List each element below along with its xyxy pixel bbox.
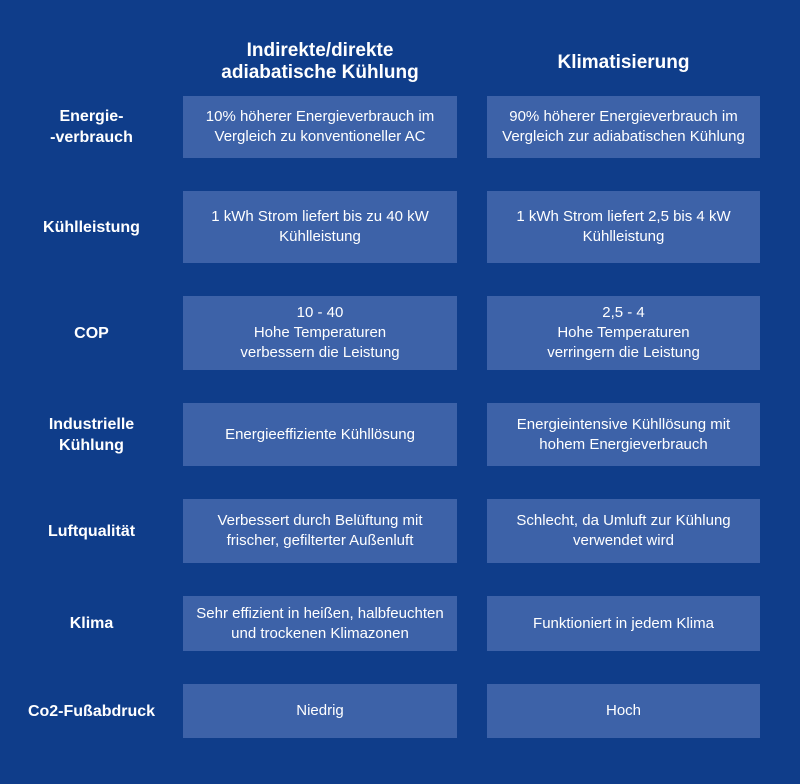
row-label-industrial-cooling: Industrielle Kühlung [48,415,135,454]
cell-air-quality-adiabatic: Verbessert durch Belüftung mit frischer, gefilterter Außenluft [183,499,457,563]
row-label-air-quality: Luftqualität [47,522,136,540]
row-label-cop: COP [74,324,109,342]
cell-climate-adiabatic: Sehr effizient in heißen, halbfeuchten und trockenen Klimazonen [183,596,457,651]
cell-industrial-cooling-ac: Energieintensive Kühllösung mit hohem Energieverbrauch [487,403,760,466]
cell-co2-footprint-ac: Hoch [487,684,760,738]
cell-energy-consumption-ac: 90% höherer Energieverbrauch im Vergleich zur adiabatischen Kühlung [487,96,760,158]
cell-cop-ac: 2,5 - 4 Hohe Temperaturen verringern die Leistung [487,296,760,370]
cell-cooling-capacity-adiabatic: 1 kWh Strom liefert bis zu 40 kW Kühlleistung [183,191,457,263]
cell-cop-adiabatic: 10 - 40 Hohe Temperaturen verbessern die Leistung [183,296,457,370]
cell-air-quality-ac: Schlecht, da Umluft zur Kühlung verwendet wird [487,499,760,563]
cell-energy-consumption-adiabatic: 10% höherer Energieverbrauch im Vergleich zu konventioneller AC [183,96,457,158]
column-header-air-conditioning: Klimatisierung [557,52,690,73]
cell-co2-footprint-adiabatic: Niedrig [183,684,457,738]
row-label-energy-consumption: Energie- -verbrauch [50,108,133,146]
cell-industrial-cooling-adiabatic: Energieeffiziente Kühllösung [183,403,457,466]
cell-climate-ac: Funktioniert in jedem Klima [487,596,760,651]
cell-cooling-capacity-ac: 1 kWh Strom liefert 2,5 bis 4 kW Kühlleistung [487,191,760,263]
column-header-adiabatic: Indirekte/direkte adiabatische Kühlung [221,40,419,83]
row-label-co2-footprint: Co2-Fußabdruck [27,702,156,720]
row-label-climate: Klima [69,615,114,632]
row-label-cooling-capacity: Kühlleistung [43,218,140,236]
